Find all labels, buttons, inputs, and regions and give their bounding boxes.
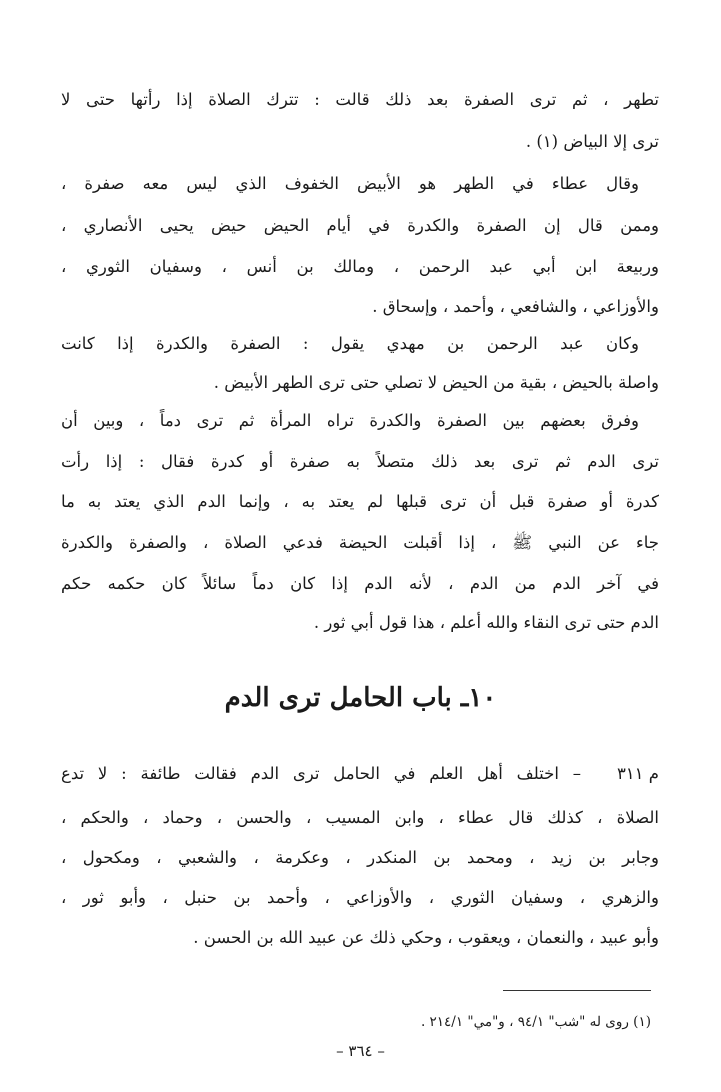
text-line-3: وقال عطاء في الطهر هو الأبيض الخفوف الذي ليس معه صفرة ،: [61, 174, 639, 193]
text-line-11: كدرة أو صفرة قبل أن ترى قبلها لم يعتد به ، وإنما الدم الذي يعتد به ما: [61, 492, 659, 511]
text-line-10: ترى الدم ثم ترى بعد ذلك متصلاً به صفرة أو كدرة فقال : إذا رأت: [61, 452, 659, 471]
text-line-9: وفرق بعضهم بين الصفرة والكدرة تراه المرأة ثم ترى دماً ، وبين أن: [61, 411, 639, 430]
text-line-12: جاء عن النبي ﷺ ، إذا أقبلت الحيضة فدعي الصلاة ، والصفرة والكدرة: [61, 533, 659, 552]
text-line-1: تطهر ، ثم ترى الصفرة بعد ذلك قالت : تترك الصلاة إذا رأتها حتى لا: [61, 90, 659, 109]
text-line-7: وكان عبد الرحمن بن مهدي يقول : الصفرة والكدرة إذا كانت: [61, 334, 639, 353]
footnote: (١) روى له "شب" ٩٤/١ ، و"مي" ٢١٤/١ .: [420, 1014, 651, 1030]
text-line-5: وربيعة ابن أبي عبد الرحمن ، ومالك بن أنس ، وسفيان الثوري ،: [61, 257, 659, 276]
masala-line-5: وأبو عبيد ، والنعمان ، ويعقوب ، وحكي ذلك عن عبيد الله بن الحسن .: [193, 928, 659, 947]
masala-number: م ٣١١: [616, 764, 659, 783]
text-line-8: واصلة بالحيض ، بقية من الحيض لا تصلي حتى ترى الطهر الأبيض .: [213, 373, 659, 392]
chapter-heading: ١٠ـ باب الحامل ترى الدم: [224, 683, 497, 713]
text-line-13: في آخر الدم من الدم ، لأنه الدم إذا كان دماً سائلاً كان حكمه حكم: [61, 574, 659, 593]
masala-line-1: – اختلف أهل العلم في الحامل ترى الدم فقالت طائفة : لا تدع: [61, 764, 581, 783]
footnote-separator: [503, 990, 651, 991]
text-line-4: وممن قال إن الصفرة والكدرة في أيام الحيض حيض يحيى الأنصاري ،: [61, 216, 659, 235]
text-line-14: الدم حتى ترى النقاء والله أعلم ، هذا قول أبي ثور .: [313, 613, 659, 632]
masala-line-4: والزهري ، وسفيان الثوري ، والأوزاعي ، وأحمد بن حنبل ، وأبو ثور ،: [61, 888, 659, 907]
text-line-6: والأوزاعي ، والشافعي ، وأحمد ، وإسحاق .: [372, 297, 659, 316]
masala-line-3: وجابر بن زيد ، ومحمد بن المنكدر ، وعكرمة ، والشعبي ، ومكحول ،: [61, 848, 659, 867]
masala-line-2: الصلاة ، كذلك قال عطاء ، وابن المسيب ، والحسن ، وحماد ، والحكم ،: [61, 808, 659, 827]
page-number: – ٣٦٤ –: [336, 1042, 385, 1060]
text-line-2: ترى إلا البياض (١) .: [525, 132, 659, 151]
